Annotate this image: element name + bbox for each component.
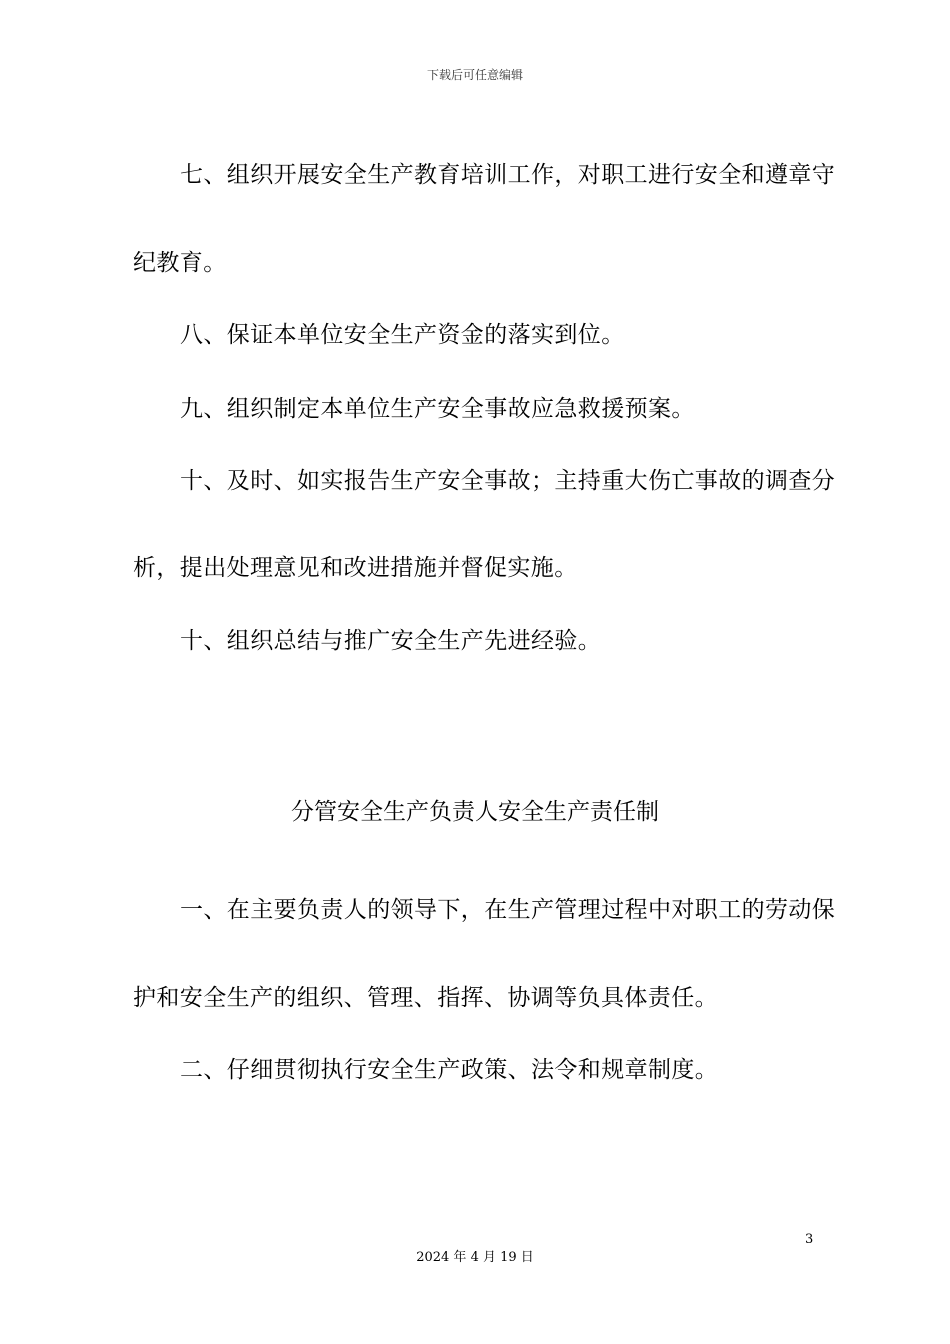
page-number: 3: [805, 1232, 814, 1247]
paragraph-line: 八、保证本单位安全生产资金的落实到位。: [180, 322, 625, 348]
page-header: 下载后可任意编辑: [426, 68, 523, 82]
paragraph-line: 一、在主要负责人的领导下，在生产管理过程中对职工的劳动保: [180, 897, 836, 923]
paragraph-line: 纪教育。: [133, 250, 227, 276]
paragraph-line: 九、组织制定本单位生产安全事故应急救援预案。: [180, 396, 695, 422]
paragraph-line: 析，提出处理意见和改进措施并督促实施。: [133, 555, 578, 581]
paragraph-line: 十、组织总结与推广安全生产先进经验。: [180, 628, 602, 654]
footer-date: 2024 年 4 月 19 日: [416, 1250, 534, 1265]
paragraph-line: 二、仔细贯彻执行安全生产政策、法令和规章制度。: [180, 1057, 719, 1083]
paragraph-line: 护和安全生产的组织、管理、指挥、协调等负具体责任。: [133, 985, 718, 1011]
paragraph-line: 十、及时、如实报告生产安全事故；主持重大伤亡事故的调查分: [180, 468, 836, 494]
paragraph-line: 七、组织开展安全生产教育培训工作，对职工进行安全和遵章守: [180, 162, 836, 188]
section-title: 分管安全生产负责人安全生产责任制: [291, 799, 659, 825]
